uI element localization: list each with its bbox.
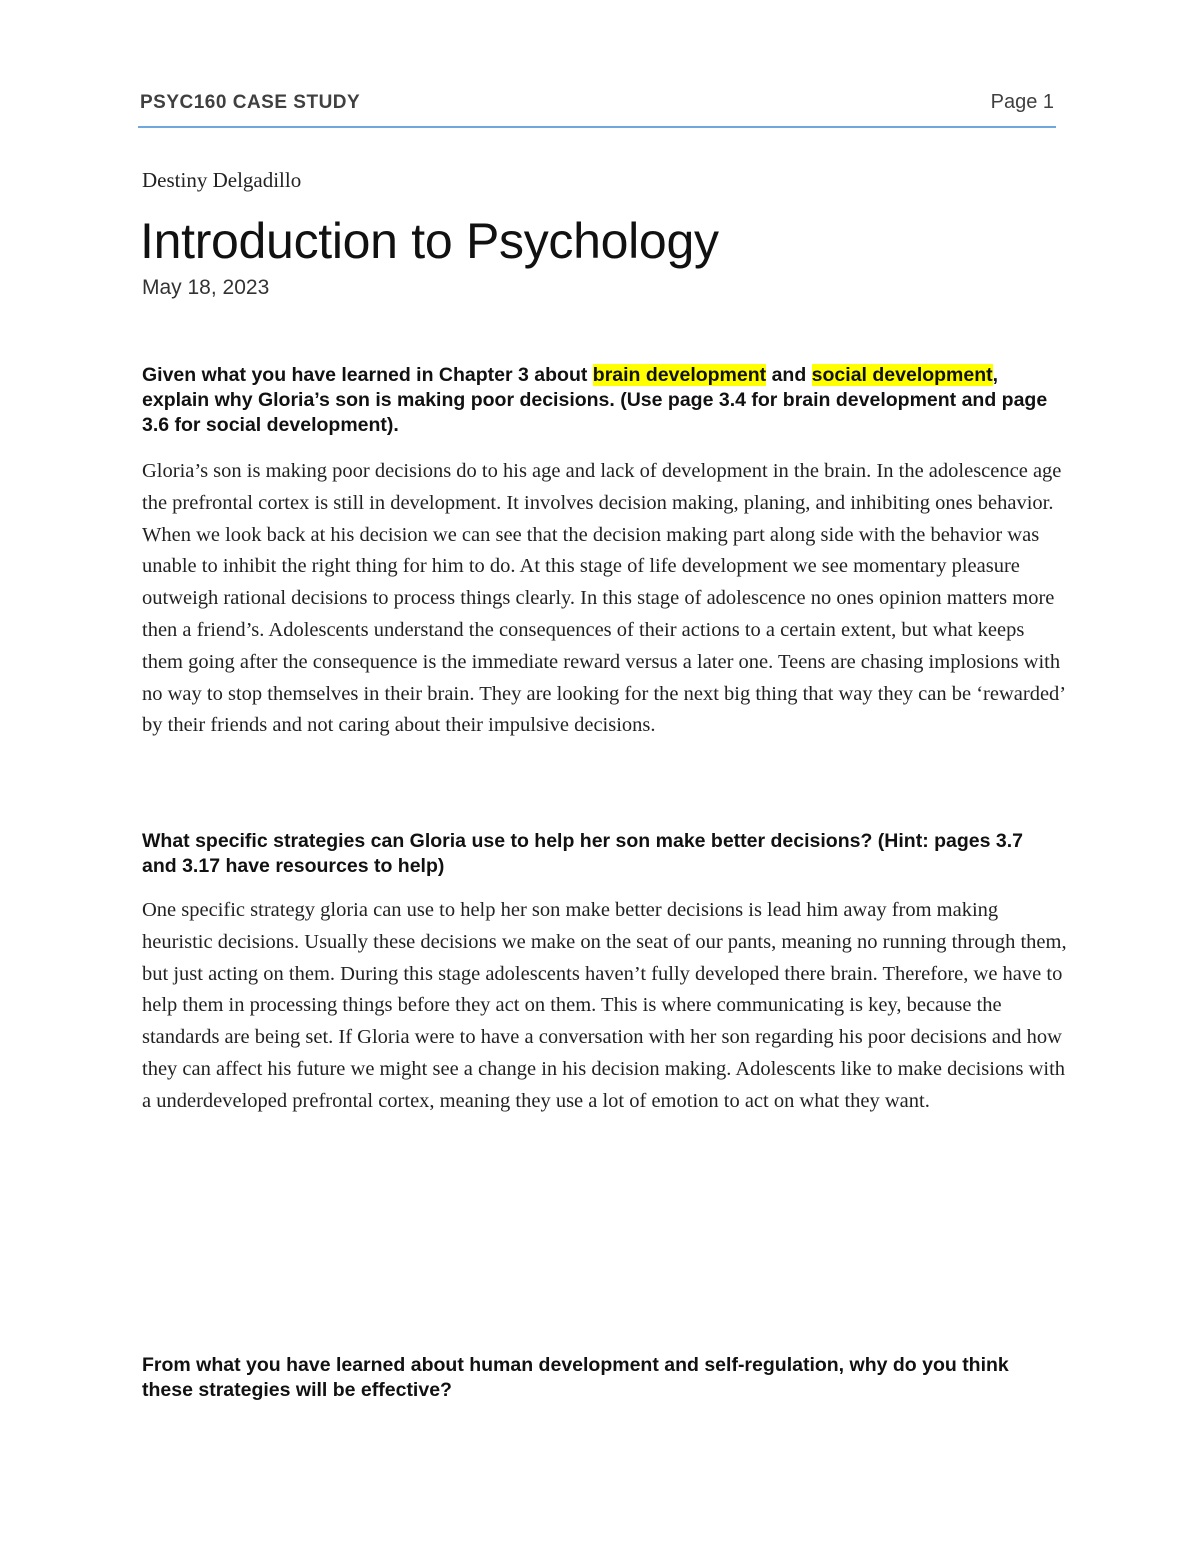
highlight-social-development: social development: [811, 364, 993, 386]
question-2: What specific strategies can Gloria use to help her son make better decisions? (Hint: pages 3.7 and 3.17 have resources to help): [142, 830, 1023, 877]
answer-2: One specific strategy gloria can use to help her son make better decisions is lead him away from making heuristic decisions. Usually these decisions we make on the seat of our pants, meaning no running through them, but just acting on them. During this stage adolescents haven’t fully developed there brain. Therefore, we have to help them in processing things before they act on them. This is where communicating is key, because the standards are being set. If Gloria were to have a conversation with her son regarding his poor decisions and how they can affect his future we might see a change in his decision making. Adolescents like to make decisions with a underdeveloped prefrontal cortex, meaning they use a lot of emotion to act on what they want.: [142, 899, 1067, 1112]
question-1-text: Given what you have learned in Chapter 3 about: [142, 364, 593, 386]
question-3: From what you have learned about human development and self-regulation, why do you think these strategies will be effective?: [142, 1354, 1009, 1401]
question-1-text: , explain why Gloria’s son is making poor decisions. (Use page 3.4 for brain development and page 3.6 for social development).: [142, 364, 1048, 436]
question-1-text: and: [766, 364, 812, 386]
document-title: Introduction to Psychology: [140, 213, 719, 269]
author-name: Destiny Delgadillo: [142, 168, 302, 192]
question-1: [142, 363, 1062, 438]
highlight-brain-development: brain development: [592, 364, 767, 386]
answer-1: Gloria’s son is making poor decisions do to his age and lack of development in the brain. In the adolescence age the prefrontal cortex is still in development. It involves decision making, planing, and inhibiting ones behavior. When we look back at his decision we can see that the decision making part along side with the behavior was unable to inhibit the right thing for him to do. At this stage of life development we see momentary pleasure outweigh rational decisions to process things clearly. In this stage of adolescence no ones opinion matters more then a friend’s. Adolescents understand the consequences of their actions to a certain extent, but what keeps them going after the consequence is the immediate reward versus a later one. Teens are chasing implosions with no way to stop themselves in their brain. They are looking for the next big thing that way they can be ‘rewarded’ by their friends and not caring about their impulsive decisions.: [142, 460, 1065, 737]
document-date: May 18, 2023: [142, 276, 270, 299]
page-header: [138, 90, 1056, 128]
header-page-number: Page 1: [990, 91, 1054, 113]
header-course: PSYC160 CASE STUDY: [140, 92, 361, 113]
